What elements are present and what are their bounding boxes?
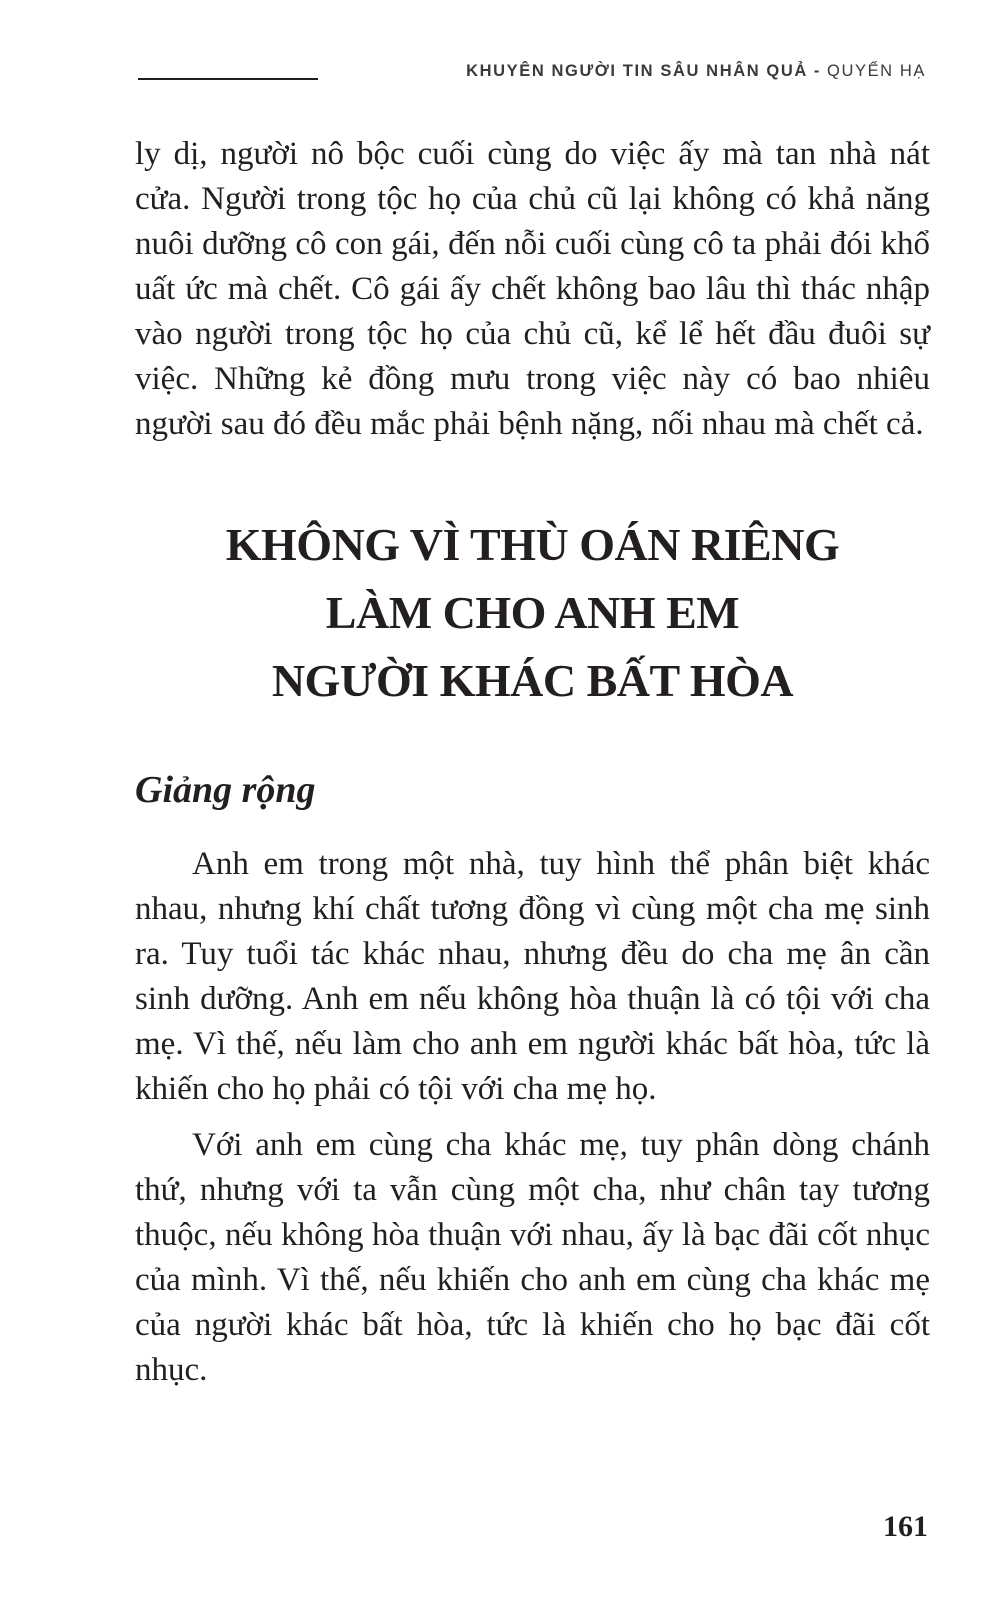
header-book-title: KHUYÊN NGƯỜI TIN SÂU NHÂN QUẢ [466,62,808,80]
page-number: 161 [883,1510,928,1543]
body-paragraph-2: Với anh em cùng cha khác mẹ, tuy phân dòng chánh thứ, nhưng với ta vẫn cùng một cha, như chân tay tương thuộc, nếu không hòa thuận với nhau, ấy là bạc đãi cốt nhục của mình. Vì thế, nếu khiến cho anh em cùng cha khác mẹ của người khác bất hòa, tức là khiến cho họ bạc đãi cốt nhục. [135,1127,930,1388]
header-text [466,62,926,81]
section-title [135,511,930,715]
page-body [135,132,930,1393]
section-title-line-2: LÀM CHO ANH EM [325,587,740,638]
running-header [0,56,1000,92]
header-separator: - [813,62,822,80]
body-paragraph-1: Anh em trong một nhà, tuy hình thể phân biệt khác nhau, nhưng khí chất tương đồng vì cùng một cha mẹ sinh ra. Tuy tuổi tác khác nhau, nhưng đều do cha mẹ ân cần sinh dưỡng. Anh em nếu không hòa thuận là có tội với cha mẹ. Vì thế, nếu làm cho anh em người khác bất hòa, tức là khiến cho họ phải có tội với cha mẹ họ. [135,846,930,1107]
subsection-heading: Giảng rộng [135,769,316,811]
section-title-line-3: NGƯỜI KHÁC BẤT HÒA [271,655,794,706]
header-volume: QUYỂN HẠ [827,62,926,80]
section-title-line-1: KHÔNG VÌ THÙ OÁN RIÊNG [225,519,840,570]
intro-paragraph: ly dị, người nô bộc cuối cùng do việc ấy mà tan nhà nát cửa. Người trong tộc họ của chủ cũ lại không có khả năng nuôi dưỡng cô con gái, đến nỗi cuối cùng cô ta phải đói khổ uất ức mà chết. Cô gái ấy chết không bao lâu thì thác nhập vào người trong tộc họ của chủ cũ, kể lể hết đầu đuôi sự việc. Những kẻ đồng mưu trong việc này có bao nhiêu người sau đó đều mắc phải bệnh nặng, nối nhau mà chết cả. [135,136,930,442]
header-rule [138,78,318,80]
